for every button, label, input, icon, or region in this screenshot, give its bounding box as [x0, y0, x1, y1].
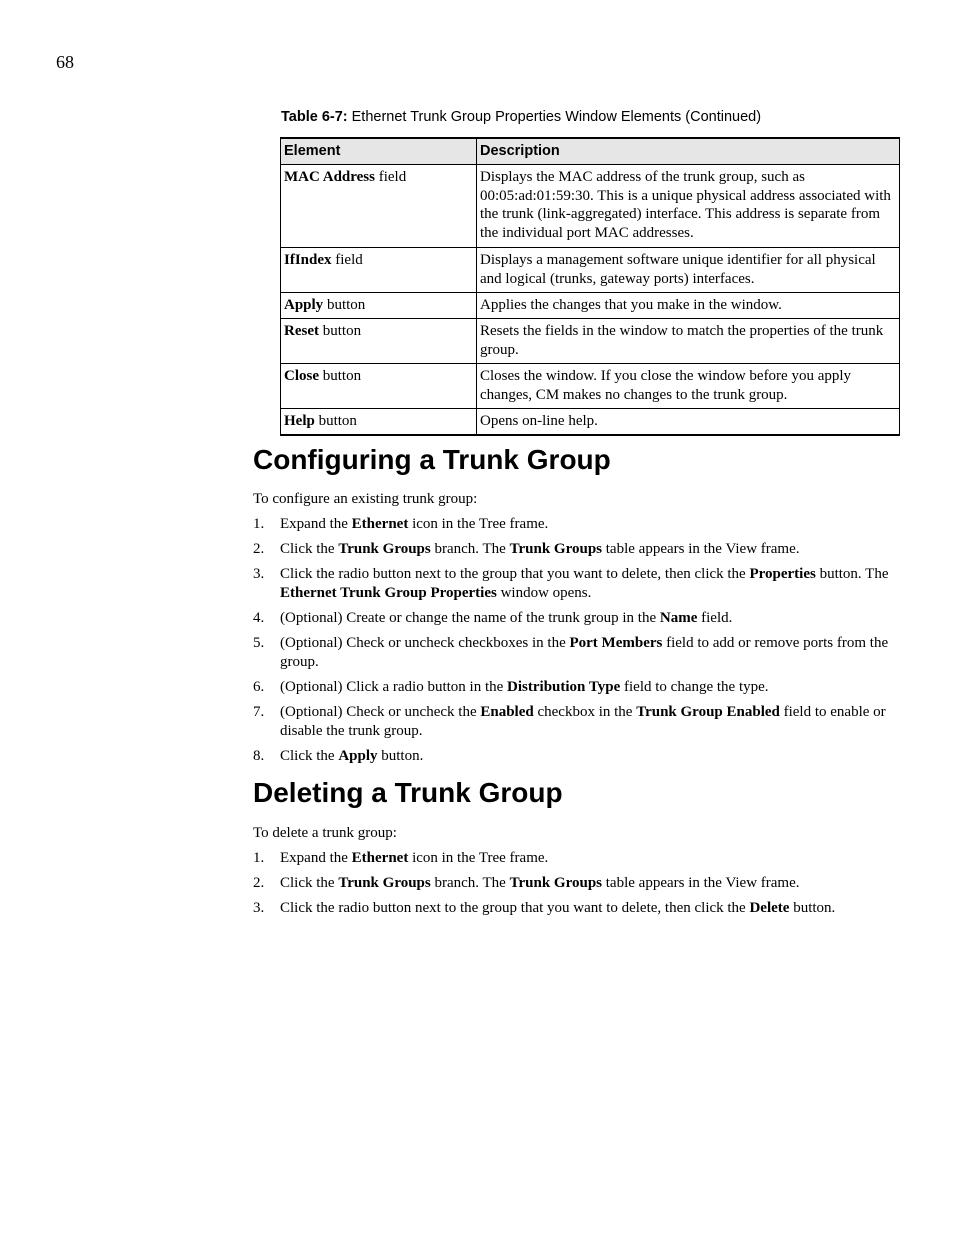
- step-ui-term: Port Members: [569, 635, 663, 651]
- step-ui-term: Ethernet: [351, 850, 409, 866]
- element-cell: [281, 165, 477, 248]
- step-text: Expand the: [280, 516, 352, 532]
- step-ui-term: Trunk Groups: [338, 875, 431, 891]
- step-number: 3.: [253, 900, 265, 916]
- element-name: Reset: [284, 323, 319, 339]
- step-item: [253, 634, 899, 672]
- step-item: [253, 747, 899, 766]
- step-text: Click the: [280, 748, 339, 764]
- step-text: Click the radio button next to the group that you want to delete, then click the: [280, 900, 750, 916]
- step-ui-term: Enabled: [480, 704, 534, 720]
- step-item: [253, 515, 899, 534]
- step-number: 4.: [253, 610, 265, 626]
- column-header-element: Element: [281, 138, 477, 165]
- step-ui-term: Trunk Group Enabled: [636, 704, 780, 720]
- table-row: [281, 248, 900, 293]
- configure-intro: To configure an existing trunk group:: [253, 491, 478, 507]
- element-name: Help: [284, 413, 315, 429]
- step-text: button.: [377, 748, 424, 764]
- properties-table: [280, 137, 900, 436]
- step-text: icon in the Tree frame.: [408, 850, 549, 866]
- delete-steps: [253, 849, 899, 924]
- step-number: 6.: [253, 679, 265, 695]
- step-text: checkbox in the: [533, 704, 637, 720]
- element-name: MAC Address: [284, 169, 375, 185]
- page-number: 68: [56, 52, 74, 72]
- step-item: [253, 540, 899, 559]
- step-text: (Optional) Check or uncheck checkboxes in the: [280, 635, 570, 651]
- description-cell: Displays a management software unique identifier for all physical and logical (trunks, gateway ports) interfaces.: [477, 248, 900, 293]
- element-type: field: [374, 169, 407, 185]
- step-number: 1.: [253, 850, 265, 866]
- table-row: [281, 364, 900, 409]
- step-ui-term: Trunk Groups: [509, 541, 603, 557]
- description-cell: Applies the changes that you make in the window.: [477, 293, 900, 319]
- step-number: 2.: [253, 875, 265, 891]
- step-text: Click the: [280, 541, 339, 557]
- table-caption: [281, 108, 761, 126]
- step-ui-term: Trunk Groups: [509, 875, 603, 891]
- description-cell: Opens on-line help.: [477, 409, 900, 435]
- step-text: (Optional) Create or change the name of the trunk group in the: [280, 610, 660, 626]
- element-name: IfIndex: [284, 252, 332, 268]
- configure-heading: Configuring a Trunk Group: [253, 444, 611, 475]
- step-text: table appears in the View frame.: [602, 875, 800, 891]
- configure-steps: [253, 515, 899, 772]
- step-text: button.: [789, 900, 836, 916]
- step-text: (Optional) Click a radio button in the: [280, 679, 508, 695]
- element-type: button: [318, 323, 362, 339]
- step-item: [253, 565, 899, 603]
- table-row: [281, 165, 900, 248]
- step-number: 1.: [253, 516, 265, 532]
- step-text: field to enable or disable the trunk group.: [280, 704, 886, 739]
- table-row: [281, 319, 900, 364]
- step-ui-term: Properties: [749, 566, 816, 582]
- step-text: window opens.: [496, 585, 592, 601]
- element-type: field: [331, 252, 363, 268]
- step-ui-term: Delete: [749, 900, 790, 916]
- step-ui-term: Ethernet Trunk Group Properties: [280, 585, 497, 601]
- step-number: 5.: [253, 635, 265, 651]
- step-text: button. The: [815, 566, 889, 582]
- step-ui-term: Trunk Groups: [338, 541, 431, 557]
- step-ui-term: Name: [659, 610, 698, 626]
- step-text: Expand the: [280, 850, 352, 866]
- step-number: 3.: [253, 566, 265, 582]
- step-text: field to change the type.: [620, 679, 769, 695]
- step-item: [253, 703, 899, 741]
- step-item: [253, 849, 899, 868]
- column-header-description: Description: [477, 138, 900, 165]
- description-cell: Displays the MAC address of the trunk group, such as 00:05:ad:01:59:30. This is a unique physical address associated with the trunk (link-aggregated) interface. This address is separate from the individual port MAC addresses.: [477, 165, 900, 248]
- delete-intro: To delete a trunk group:: [253, 825, 397, 841]
- step-item: [253, 609, 899, 628]
- step-item: [253, 678, 899, 697]
- step-item: [253, 874, 899, 893]
- step-text: table appears in the View frame.: [602, 541, 800, 557]
- element-name: Close: [284, 368, 319, 384]
- step-ui-term: Distribution Type: [507, 679, 621, 695]
- element-cell: [281, 248, 477, 293]
- step-text: Click the radio button next to the group that you want to delete, then click the: [280, 566, 750, 582]
- element-cell: [281, 364, 477, 409]
- step-item: [253, 899, 899, 918]
- table-caption-text: Ethernet Trunk Group Properties Window Elements (Continued): [347, 109, 762, 125]
- step-number: 2.: [253, 541, 265, 557]
- element-cell: [281, 293, 477, 319]
- element-name: Apply: [284, 297, 324, 313]
- table-caption-label: Table 6-7:: [281, 109, 348, 125]
- step-text: field to add or remove ports from the group.: [280, 635, 889, 670]
- step-number: 8.: [253, 748, 265, 764]
- step-text: branch. The: [430, 541, 510, 557]
- element-cell: [281, 319, 477, 364]
- element-type: button: [314, 413, 357, 429]
- element-type: button: [319, 368, 362, 384]
- description-cell: Closes the window. If you close the window before you apply changes, CM makes no changes to the trunk group.: [477, 364, 900, 409]
- element-type: button: [323, 297, 366, 313]
- step-number: 7.: [253, 704, 265, 720]
- step-ui-term: Ethernet: [351, 516, 409, 532]
- table-row: [281, 409, 900, 435]
- step-text: Click the: [280, 875, 339, 891]
- table-row: [281, 293, 900, 319]
- step-text: branch. The: [430, 875, 510, 891]
- table-header-row: [281, 138, 900, 165]
- description-cell: Resets the fields in the window to match the properties of the trunk group.: [477, 319, 900, 364]
- element-cell: [281, 409, 477, 435]
- step-text: (Optional) Check or uncheck the: [280, 704, 481, 720]
- step-ui-term: Apply: [338, 748, 378, 764]
- step-text: icon in the Tree frame.: [408, 516, 549, 532]
- delete-heading: Deleting a Trunk Group: [253, 777, 563, 808]
- step-text: field.: [697, 610, 733, 626]
